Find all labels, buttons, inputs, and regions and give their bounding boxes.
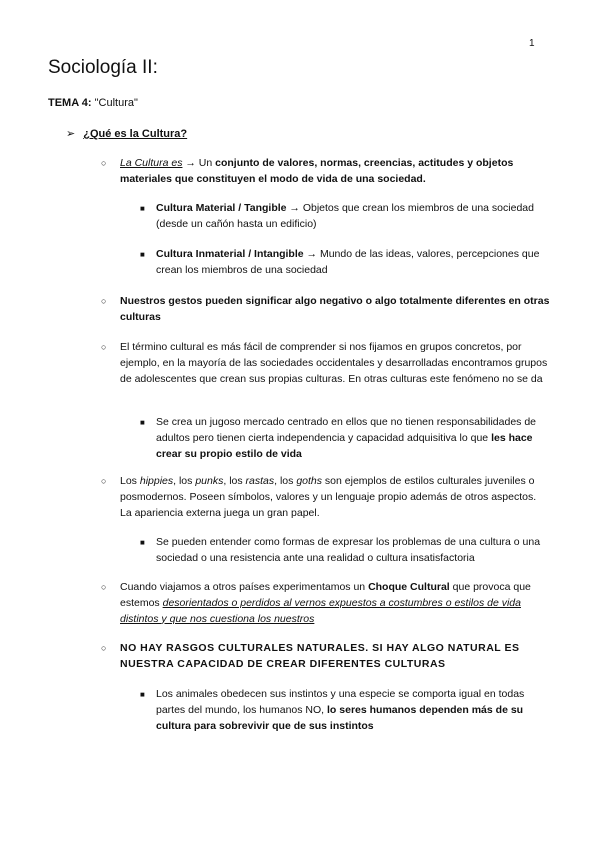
text-run: que provoca que estemos	[120, 581, 531, 609]
circle-bullet-icon: ○	[101, 582, 107, 592]
italic-text: hippies	[139, 475, 174, 487]
paragraph-culture-definition	[120, 156, 550, 188]
paragraph-immaterial-culture	[156, 247, 550, 279]
text-run: Los animales obedecen sus instintos y una especie se comporta igual en todas partes del mundo, los humanos NO,	[156, 688, 525, 716]
square-bullet-icon: ■	[140, 690, 145, 699]
paragraph-market	[156, 415, 550, 462]
square-bullet-icon: ■	[140, 418, 145, 427]
paragraph-culture-shock	[120, 580, 550, 627]
circle-bullet-icon: ○	[101, 296, 107, 306]
bold-text: Choque Cultural	[368, 581, 450, 593]
square-bullet-icon: ■	[140, 538, 145, 547]
paragraph-instincts	[156, 687, 550, 734]
page-number: 1	[529, 38, 535, 49]
term-culture: La Cultura es	[120, 157, 183, 169]
italic-text: punks	[195, 475, 224, 487]
text-run: Se crea un jugoso mercado centrado en ellos que no tienen responsabilidades de adultos pero tienen cierta independencia y capacidad adquisitiva lo que	[156, 416, 537, 444]
italic-text: goths	[296, 475, 323, 487]
bold-text: Cultura Material / Tangible	[156, 202, 287, 214]
paragraph-gestures	[120, 294, 550, 326]
bold-text: conjunto de valores, normas, creencias, actitudes y objetos materiales que constituyen el modo de vida de una sociedad.	[120, 157, 514, 185]
topic-value: "Cultura"	[91, 97, 138, 109]
bold-text: NO HAY RASGOS CULTURALES NATURALES. SI HAY ALGO NATURAL ES NUESTRA CAPACIDAD DE CREAR DIFERENTES CULTURAS	[120, 642, 520, 670]
text-run: → Un	[182, 157, 216, 169]
text-run: , los	[223, 475, 246, 487]
arrow-bullet-icon: ➢	[66, 128, 76, 140]
circle-bullet-icon: ○	[101, 643, 107, 653]
bold-text: Nuestros gestos pueden significar algo negativo o algo totalmente diferentes en otras culturas	[120, 295, 550, 323]
underlined-text: desorientados o perdidos al vernos expuestos a costumbres o estilos de vida distintos y que nos cuestiona los nuestros	[120, 596, 521, 625]
bold-text: lo seres humanos dependen más de su cultura para sobrevivir que de sus instintos	[156, 703, 524, 732]
text-run: , los	[173, 475, 196, 487]
text-run: Los	[120, 475, 140, 487]
paragraph-cultural-term: El término cultural es más fácil de comprender si nos fijamos en grupos concretos, por ejemplo, en la mayoría de las sociedades occidentales y desarrolladas encontramos grupos de adolescentes que crean sus propias culturas. En otras culturas este fenómeno no se da	[120, 341, 548, 385]
circle-bullet-icon: ○	[101, 476, 107, 486]
topic-label: TEMA 4:	[48, 97, 92, 109]
section-heading	[66, 127, 187, 140]
circle-bullet-icon: ○	[101, 158, 107, 168]
bold-text: Cultura Inmaterial / Intangible	[156, 248, 304, 260]
text-run: , los	[274, 475, 297, 487]
document-title: Sociología II:	[48, 57, 158, 78]
paragraph-no-natural-traits	[120, 641, 550, 673]
circle-bullet-icon: ○	[101, 342, 107, 352]
text-run: son ejemplos de estilos culturales juveniles o posmodernos. Poseen símbolos, valores y un lenguaje propio además de otros aspectos. La apariencia externa juega un gran papel.	[120, 475, 537, 519]
section-heading-text: ¿Qué es la Cultura?	[83, 128, 188, 140]
paragraph-youth-styles	[120, 474, 550, 521]
italic-text: rastas	[245, 475, 275, 487]
paragraph-material-culture	[156, 201, 550, 233]
paragraph-expression: Se pueden entender como formas de expresar los problemas de una cultura o una sociedad o una resistencia ante una realidad o cultura insatisfactoria	[156, 536, 541, 564]
square-bullet-icon: ■	[140, 250, 145, 259]
text-run: → Mundo de las ideas, valores, percepciones que crean los miembros de una sociedad	[156, 248, 540, 276]
topic-line	[48, 97, 138, 109]
text-run: Cuando viajamos a otros países experimentamos un	[120, 581, 369, 593]
text-run: → Objetos que crean los miembros de una sociedad (desde un cañón hasta un edificio)	[156, 202, 534, 230]
square-bullet-icon: ■	[140, 204, 145, 213]
bold-text: les hace crear su propio estilo de vida	[156, 431, 533, 460]
